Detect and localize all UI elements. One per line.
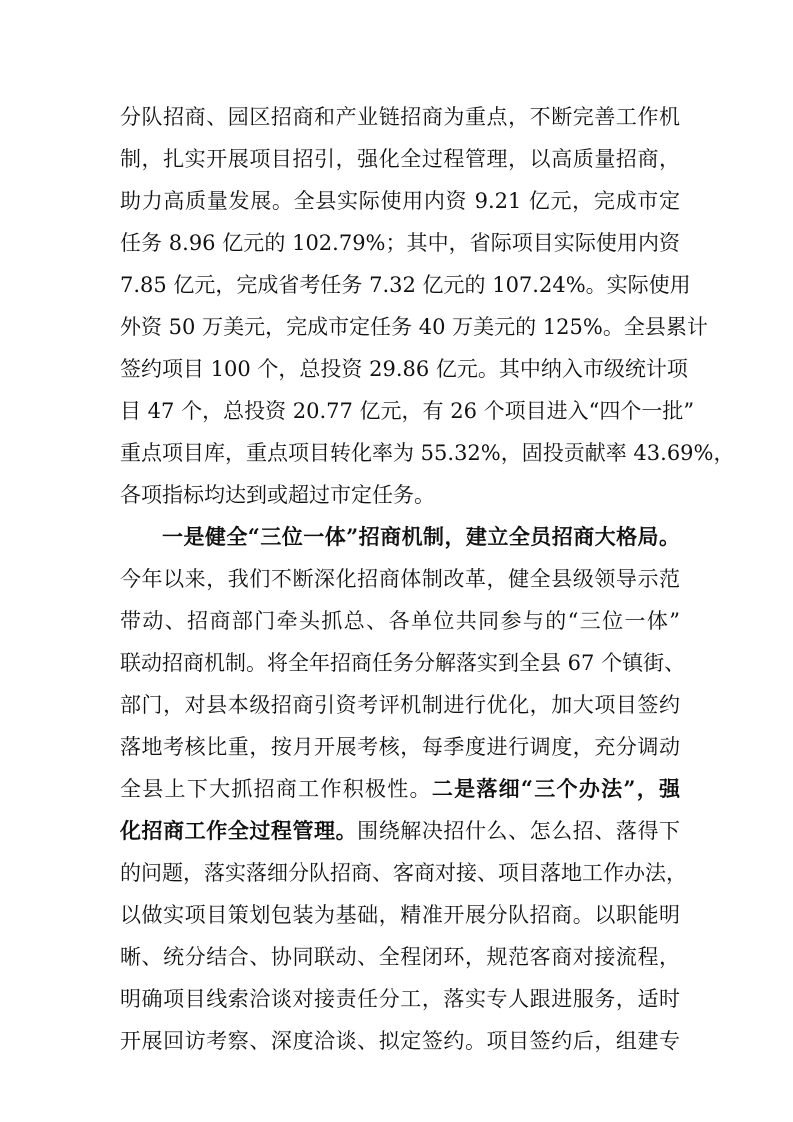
text-line [120,1021,680,1061]
text-line [120,727,680,767]
text-line [120,811,680,851]
text-line [120,223,680,263]
text-line [120,769,680,809]
text-line [120,139,680,179]
text-line [120,937,680,977]
text-line [120,979,680,1019]
text-line [120,643,686,683]
text-line [120,97,680,137]
text-run: 外资 50 万美元，完成市定任务 40 万美元的 125%。全县累计 [120,315,708,339]
text-line [120,853,687,893]
text-line [120,559,680,599]
text-line [120,475,680,515]
heading-run: 化招商工作全过程管理。 [120,818,358,843]
text-line [120,307,708,347]
text-line [120,433,735,473]
text-run: 分队招商、园区招商和产业链招商为重点，不断完善工作机 [120,105,680,129]
heading-run: 二是落细“三个办法”，强 [431,776,680,801]
text-line [120,181,680,221]
text-run: 晰、统分结合、协同联动、全程闭环，规范客商对接流程， [120,945,680,969]
text-run: 的问题，落实落细分队招商、客商对接、项目落地工作办法， [120,861,687,885]
text-run: 7.85 亿元，完成省考任务 7.32 亿元的 107.24%。实际使用 [120,273,691,297]
text-run: 目 47 个，总投资 20.77 亿元，有 26 个项目进入“四个一批” [120,399,695,423]
text-run: 以做实项目策划包装为基础，精准开展分队招商。以职能明 [120,903,680,927]
text-run: 开展回访考察、深度洽谈、拟定签约。项目签约后，组建专 [120,1029,680,1053]
text-line [120,265,691,305]
heading-run: 一是健全“三位一体”招商机制，建立全员招商大格局。 [162,524,680,549]
text-run: 联动招商机制。将全年招商任务分解落实到全县 67 个镇街、 [120,651,686,675]
text-run: 重点项目库，重点项目转化率为 55.32%，固投贡献率 43.69%， [120,441,735,465]
text-run: 今年以来，我们不断深化招商体制改革，健全县级领导示范 [120,567,680,591]
text-line [120,685,680,725]
text-line [162,517,680,557]
text-run: 助力高质量发展。全县实际使用内资 9.21 亿元，完成市定 [120,189,680,213]
text-line [120,601,680,641]
text-run: 明确项目线索洽谈对接责任分工，落实专人跟进服务，适时 [120,987,680,1011]
text-run: 各项指标均达到或超过市定任务。 [120,483,435,507]
text-run: 签约项目 100 个，总投资 29.86 亿元。其中纳入市级统计项 [120,357,688,381]
text-run: 围绕解决招什么、怎么招、落得下 [357,819,681,843]
text-run: 部门，对县本级招商引资考评机制进行优化，加大项目签约 [120,693,680,717]
text-run: 制，扎实开展项目招引，强化全过程管理，以高质量招商， [120,147,680,171]
text-run: 全县上下大抓招商工作积极性。 [120,777,432,801]
text-line [120,391,695,431]
text-line [120,895,680,935]
text-run: 任务 8.96 亿元的 102.79%；其中，省际项目实际使用内资 [120,231,680,255]
text-line [120,349,688,389]
text-run: 带动、招商部门牵头抓总、各单位共同参与的“三位一体” [120,609,680,633]
text-run: 落地考核比重，按月开展考核，每季度进行调度，充分调动 [120,735,680,759]
